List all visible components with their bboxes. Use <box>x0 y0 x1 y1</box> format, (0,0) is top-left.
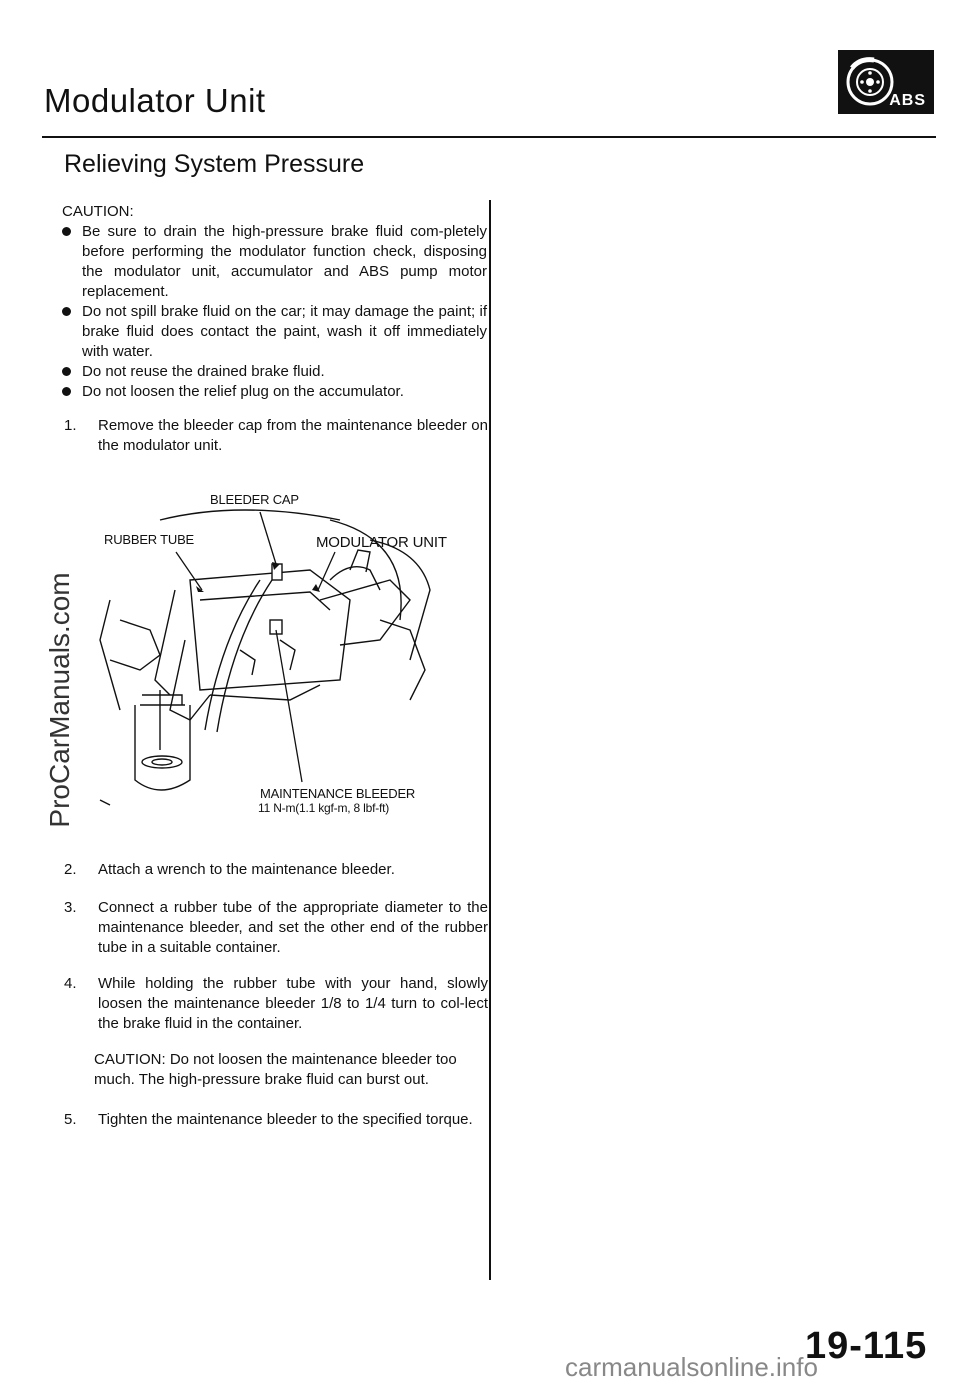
label-modulator-unit: MODULATOR UNIT <box>316 534 447 551</box>
step-text: Tighten the maintenance bleeder to the specified torque. <box>98 1111 473 1128</box>
step-text: While holding the rubber tube with your hand, slowly loosen the maintenance bleeder 1/8 to 1/4 turn to col-lect the brake fluid in the container. <box>98 975 488 1032</box>
page-title: Modulator Unit <box>44 82 266 119</box>
label-maintenance-bleeder: MAINTENANCE BLEEDER <box>260 786 416 801</box>
title-divider <box>42 136 936 138</box>
step-number: 1. <box>64 417 77 434</box>
modulator-diagram <box>80 480 480 840</box>
caution-item: Do not reuse the drained brake fluid. <box>62 362 487 382</box>
leader-maintenance-bleeder <box>276 630 302 782</box>
step-text: Connect a rubber tube of the appropriate diameter to the maintenance bleeder, and set the other end of the rubber tube in a suitable container. <box>98 899 488 956</box>
step-4-caution: CAUTION: Do not loosen the maintenance bleeder too much. The high-pressure brake fluid can burst out. <box>94 1051 457 1088</box>
section-title: Relieving System Pressure <box>64 150 365 178</box>
caution-item: Do not loosen the relief plug on the accumulator. <box>62 382 487 402</box>
caution-item: Be sure to drain the high-pressure brake fluid com-pletely before performing the modulator function check, disposing the modulator unit, accumulator and ABS pump motor replacement. <box>62 222 487 302</box>
page-number: 19-115 <box>805 1325 928 1367</box>
step-number: 5. <box>64 1111 77 1128</box>
step-number: 2. <box>64 861 77 878</box>
caution-list <box>62 222 487 402</box>
caution-item: Do not spill brake fluid on the car; it may damage the paint; if brake fluid does contact the paint, wash it off immediately with water. <box>62 302 487 362</box>
label-bleeder-cap: BLEEDER CAP <box>210 492 299 507</box>
leader-modulator-unit <box>318 552 335 590</box>
label-torque: 11 N-m(1.1 kgf-m, 8 lbf-ft) <box>258 801 390 815</box>
leader-rubber-tube <box>176 552 202 590</box>
leader-bleeder-cap <box>260 512 276 564</box>
step-number: 3. <box>64 899 77 916</box>
abs-label: ABS <box>889 92 926 109</box>
footer-watermark: carmanualsonline.info <box>565 1352 818 1382</box>
abs-badge <box>838 50 934 114</box>
step-text: Remove the bleeder cap from the maintenance bleeder on the modulator unit. <box>98 417 488 454</box>
step-text: Attach a wrench to the maintenance bleeder. <box>98 861 395 878</box>
watermark: ProCarManuals.com <box>44 572 75 828</box>
label-rubber-tube: RUBBER TUBE <box>104 532 195 547</box>
caution-heading: CAUTION: <box>62 203 134 220</box>
column-divider <box>489 200 491 1280</box>
step-number: 4. <box>64 975 77 992</box>
